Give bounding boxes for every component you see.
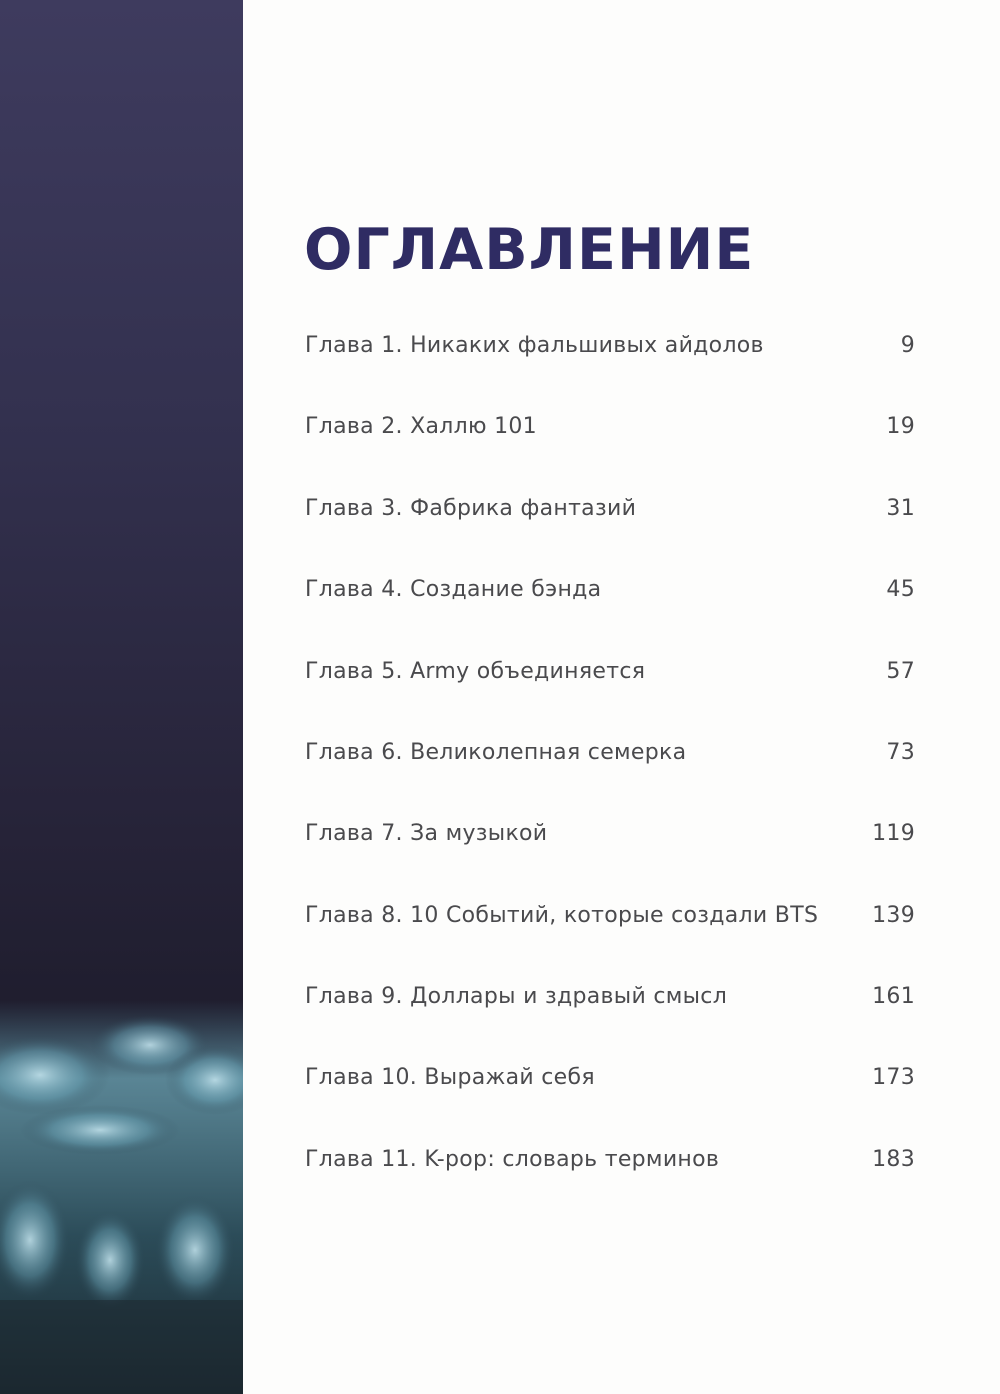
toc-row-4 (305, 571, 915, 607)
stage-lights-image (0, 0, 243, 1394)
toc-page-number: 19 (886, 413, 915, 439)
toc-row-5 (305, 653, 915, 689)
toc-page-number: 139 (872, 902, 915, 928)
toc-chapter: Глава 8. 10 Событий, которые создали BTS (305, 902, 819, 928)
toc-page-number: 9 (900, 332, 915, 358)
toc-row-1 (305, 327, 915, 363)
toc-chapter: Глава 7. За музыкой (305, 820, 548, 846)
toc-chapter: Глава 6. Великолепная семерка (305, 739, 687, 765)
toc-chapter: Глава 1. Никаких фальшивых айдолов (305, 332, 764, 358)
toc-page-number: 183 (872, 1146, 915, 1172)
toc-page-number: 119 (872, 820, 915, 846)
toc-row-2 (305, 408, 915, 444)
toc-chapter: Глава 9. Доллары и здравый смысл (305, 983, 728, 1009)
toc-row-6 (305, 734, 915, 770)
toc-row-10 (305, 1059, 915, 1095)
toc-row-8 (305, 897, 915, 933)
toc-row-9 (305, 978, 915, 1014)
toc-page-number: 173 (872, 1064, 915, 1090)
toc-page-number: 73 (886, 739, 915, 765)
toc-chapter: Глава 2. Халлю 101 (305, 413, 537, 439)
toc-page-number: 161 (872, 983, 915, 1009)
toc-row-7 (305, 815, 915, 851)
toc-page-number: 31 (886, 495, 915, 521)
toc-chapter: Глава 10. Выражай себя (305, 1064, 595, 1090)
toc-row-11 (305, 1141, 915, 1177)
toc-page-number: 45 (886, 576, 915, 602)
toc-page-number: 57 (886, 658, 915, 684)
toc-chapter: Глава 3. Фабрика фантазий (305, 495, 637, 521)
toc-chapter: Глава 4. Создание бэнда (305, 576, 602, 602)
cover-photo-strip (0, 0, 243, 1394)
page-title: ОГЛАВЛЕНИЕ (304, 217, 755, 283)
toc-chapter: Глава 5. Army объединяется (305, 658, 646, 684)
toc-row-3 (305, 490, 915, 526)
toc-chapter: Глава 11. K-pop: словарь терминов (305, 1146, 720, 1172)
